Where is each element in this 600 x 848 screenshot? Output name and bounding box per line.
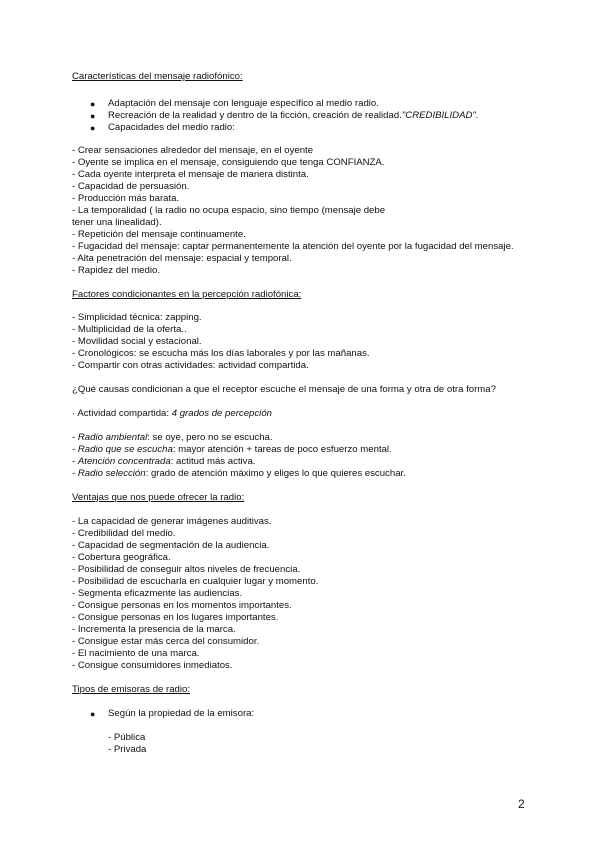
grade-line: - Radio que se escucha: mayor atención + tareas de poco esfuerzo mental. — [72, 444, 392, 455]
sub-item: - Privada — [108, 744, 147, 755]
heading-ventajas: Ventajas que nos puede ofrecer la radio: — [72, 492, 245, 503]
heading-factores: Factores condicionantes en la percepción radiofónica: — [72, 289, 302, 300]
sub-item: - Pública — [108, 732, 146, 743]
bullet-dot: ● — [90, 99, 96, 109]
list-line: tener una linealidad). — [72, 217, 162, 228]
bullet-item: Capacidades del medio radio: — [108, 122, 235, 133]
heading-tipos: Tipos de emisoras de radio: — [72, 684, 191, 695]
list-line: - Oyente se implica en el mensaje, consiguiendo que tenga CONFIANZA. — [72, 157, 385, 168]
bullet-dot: ● — [90, 709, 96, 719]
heading-caracteristicas: Características del mensaje radiofónico: — [72, 71, 243, 82]
bullet-item: Recreación de la realidad y dentro de la ficción, creación de realidad."CREDIBILIDAD". — [108, 110, 479, 121]
list-line: - Simplicidad técnica: zapping. — [72, 312, 202, 323]
list-line: - Capacidad de persuasión. — [72, 181, 190, 192]
list-line: - Segmenta eficazmente las audiencias. — [72, 588, 243, 599]
list-line: - Producción más barata. — [72, 193, 180, 204]
list-line: - Cada oyente interpreta el mensaje de manera distinta. — [72, 169, 309, 180]
bullet-item: Adaptación del mensaje con lenguaje específico al medio radio. — [108, 98, 379, 109]
list-line: - Consigue estar más cerca del consumidor. — [72, 636, 260, 647]
list-line: - La temporalidad ( la radio no ocupa espacio, sino tiempo (mensaje debe — [72, 205, 386, 216]
list-line: - Consigue consumidores inmediatos. — [72, 660, 233, 671]
list-line: - Posibilidad de escucharla en cualquier lugar y momento. — [72, 576, 319, 587]
list-line: - Rapidez del medio. — [72, 265, 160, 276]
list-line: - Consigue personas en los momentos importantes. — [72, 600, 292, 611]
list-line: - Repetición del mensaje continuamente. — [72, 229, 246, 240]
list-line: - Movilidad social y estacional. — [72, 336, 202, 347]
list-line: - Consigue personas en los lugares importantes. — [72, 612, 279, 623]
list-line: - El nacimiento de una marca. — [72, 648, 200, 659]
list-line: - Incrementa la presencia de la marca. — [72, 624, 236, 635]
bullet-item: Según la propiedad de la emisora: — [108, 708, 255, 719]
grade-line: - Atención concentrada: actitud más activa. — [72, 456, 256, 467]
list-line: - Compartir con otras actividades: actividad compartida. — [72, 360, 309, 371]
list-line: - Crear sensaciones alrededor del mensaje, en el oyente — [72, 145, 314, 156]
bullet-dot: ● — [90, 111, 96, 121]
list-line: - Cobertura geográfica. — [72, 552, 171, 563]
grade-line: - Radio ambiental: se oye, pero no se escucha. — [72, 432, 273, 443]
page-number: 2 — [518, 797, 525, 811]
list-line: - Multiplicidad de la oferta.. — [72, 324, 187, 335]
list-line: - Fugacidad del mensaje: captar permanentemente la atención del oyente por la fugacidad del mensaje. — [72, 241, 514, 252]
list-line: - La capacidad de generar imágenes auditivas. — [72, 516, 272, 527]
list-line: - Posibilidad de conseguir altos niveles de frecuencia. — [72, 564, 301, 575]
question-text: ¿Qué causas condicionan a que el receptor escuche el mensaje de una forma y otra de otra forma? — [72, 384, 496, 395]
grade-line: - Radio selección: grado de atención máximo y eliges lo que quieres escuchar. — [72, 468, 406, 479]
list-line: - Alta penetración del mensaje: espacial y temporal. — [72, 253, 292, 264]
list-line: - Capacidad de segmentación de la audiencia. — [72, 540, 270, 551]
list-line: - Cronológicos: se escucha más los días laborales y por las mañanas. — [72, 348, 370, 359]
list-line: - Credibilidad del medio. — [72, 528, 176, 539]
activity-line: · Actividad compartida: 4 grados de percepción — [72, 408, 272, 419]
bullet-dot: ● — [90, 123, 96, 133]
